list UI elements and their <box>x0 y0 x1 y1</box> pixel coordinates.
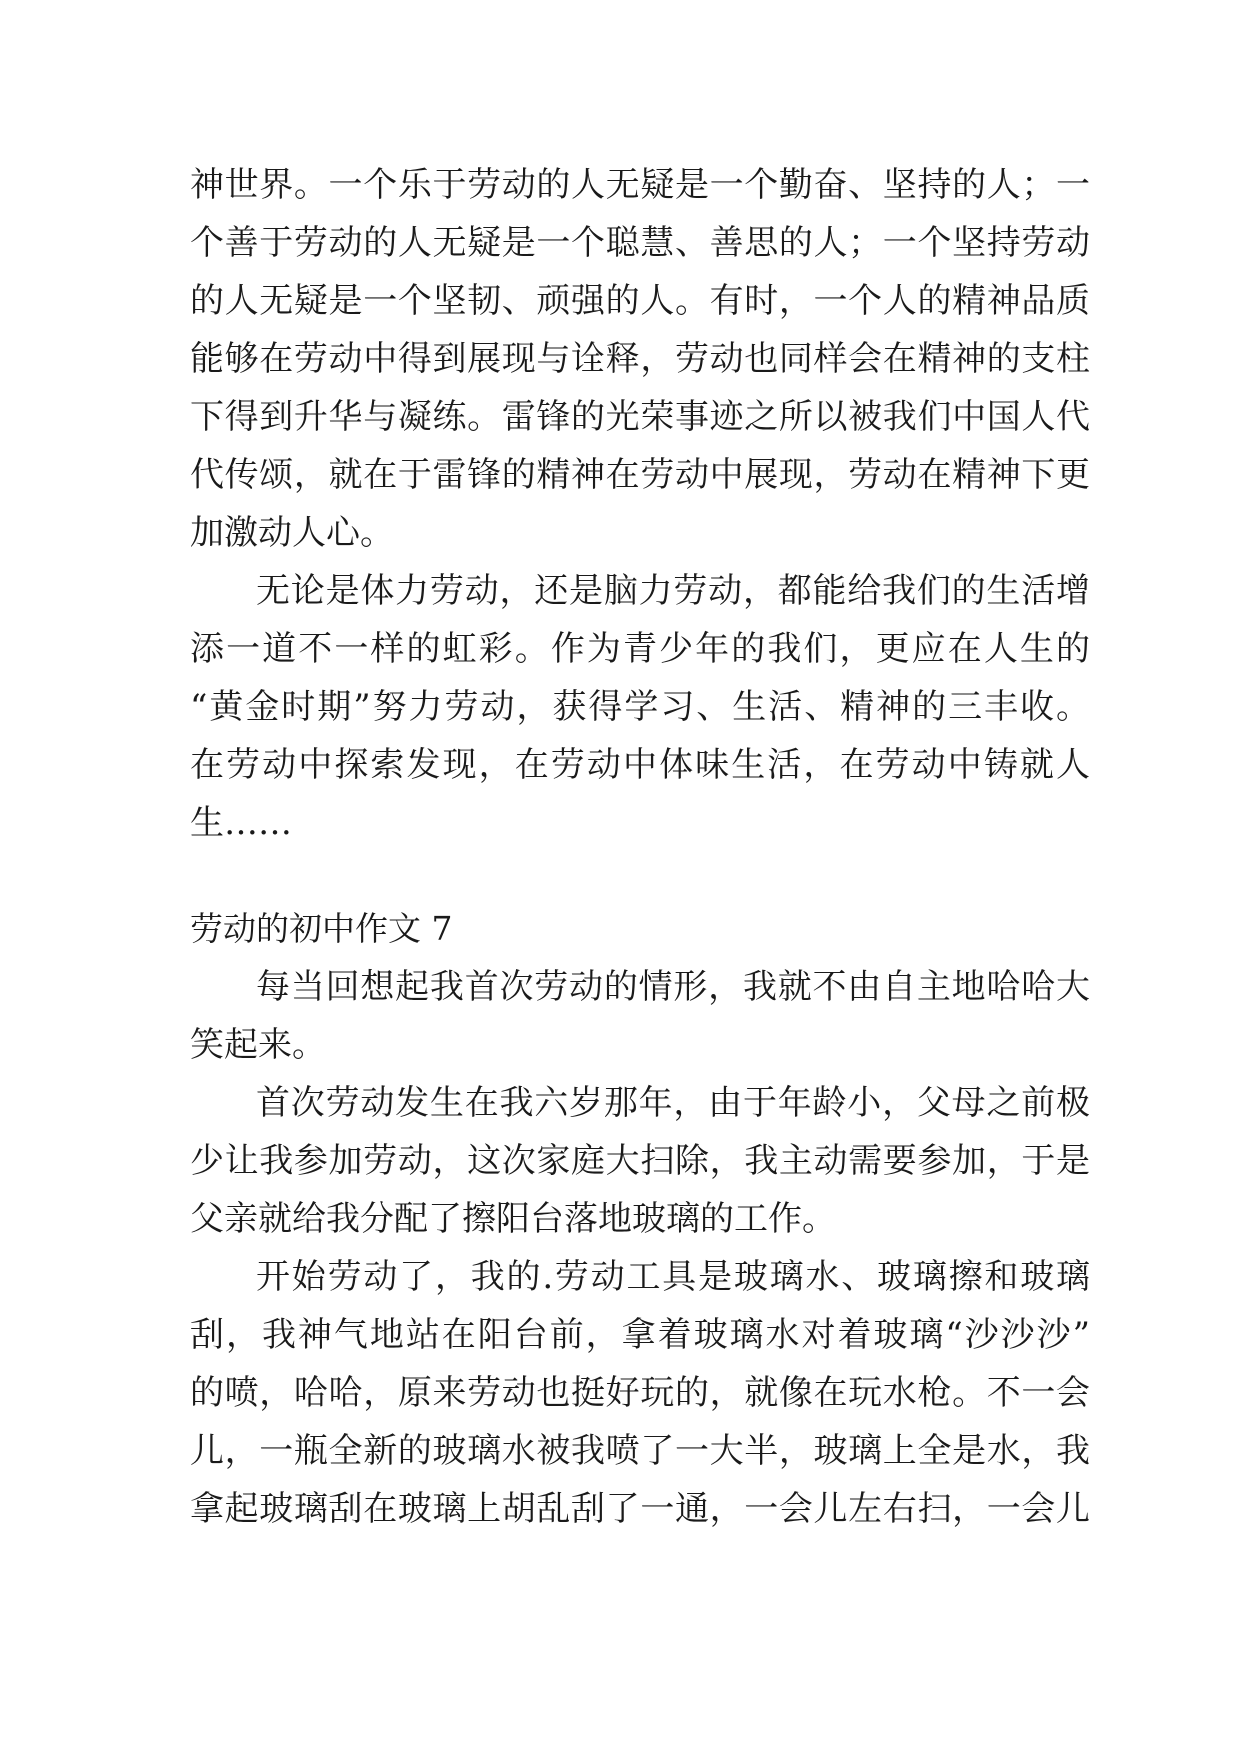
body-text-line: 加激动人心。 <box>190 513 394 553</box>
body-text-line: 神世界。一个乐于劳动的人无疑是一个勤奋、坚持的人；一 <box>190 165 1090 205</box>
body-text-line: 的喷，哈哈，原来劳动也挺好玩的，就像在玩水枪。不一会 <box>190 1373 1090 1413</box>
body-text-line: 笑起来。 <box>190 1025 326 1065</box>
body-text-line: 代传颂，就在于雷锋的精神在劳动中展现，劳动在精神下更 <box>190 455 1090 495</box>
body-text-line: 刮，我神气地站在阳台前，拿着玻璃水对着玻璃“沙沙沙” <box>190 1315 1090 1355</box>
body-text-line: 每当回想起我首次劳动的情形，我就不由自主地哈哈大 <box>256 967 1090 1007</box>
body-text-line: 儿，一瓶全新的玻璃水被我喷了一大半，玻璃上全是水，我 <box>190 1431 1090 1471</box>
body-text-line: 生…… <box>190 803 292 843</box>
body-text-line: 添一道不一样的虹彩。作为青少年的我们，更应在人生的 <box>190 629 1090 669</box>
section-heading: 劳动的初中作文 7 <box>190 909 453 948</box>
body-text-line: 个善于劳动的人无疑是一个聪慧、善思的人；一个坚持劳动 <box>190 223 1090 263</box>
body-text-line: 能够在劳动中得到展现与诠释，劳动也同样会在精神的支柱 <box>190 339 1090 379</box>
body-text-line: 少让我参加劳动，这次家庭大扫除，我主动需要参加，于是 <box>190 1141 1090 1181</box>
body-text-line: 无论是体力劳动，还是脑力劳动，都能给我们的生活增 <box>256 571 1090 611</box>
body-text-line: 开始劳动了，我的.劳动工具是玻璃水、玻璃擦和玻璃 <box>256 1257 1090 1297</box>
body-text-line: 在劳动中探索发现，在劳动中体味生活，在劳动中铸就人 <box>190 745 1090 785</box>
body-text-line: 拿起玻璃刮在玻璃上胡乱刮了一通，一会儿左右扫，一会儿 <box>190 1489 1090 1529</box>
body-text-line: 父亲就给我分配了擦阳台落地玻璃的工作。 <box>190 1199 836 1239</box>
body-text-line: 首次劳动发生在我六岁那年，由于年龄小，父母之前极 <box>256 1083 1090 1123</box>
body-text-line: “黄金时期”努力劳动，获得学习、生活、精神的三丰收。 <box>190 687 1090 727</box>
body-text-line: 下得到升华与凝练。雷锋的光荣事迹之所以被我们中国人代 <box>190 397 1090 437</box>
body-text-line: 的人无疑是一个坚韧、顽强的人。有时，一个人的精神品质 <box>190 281 1090 321</box>
